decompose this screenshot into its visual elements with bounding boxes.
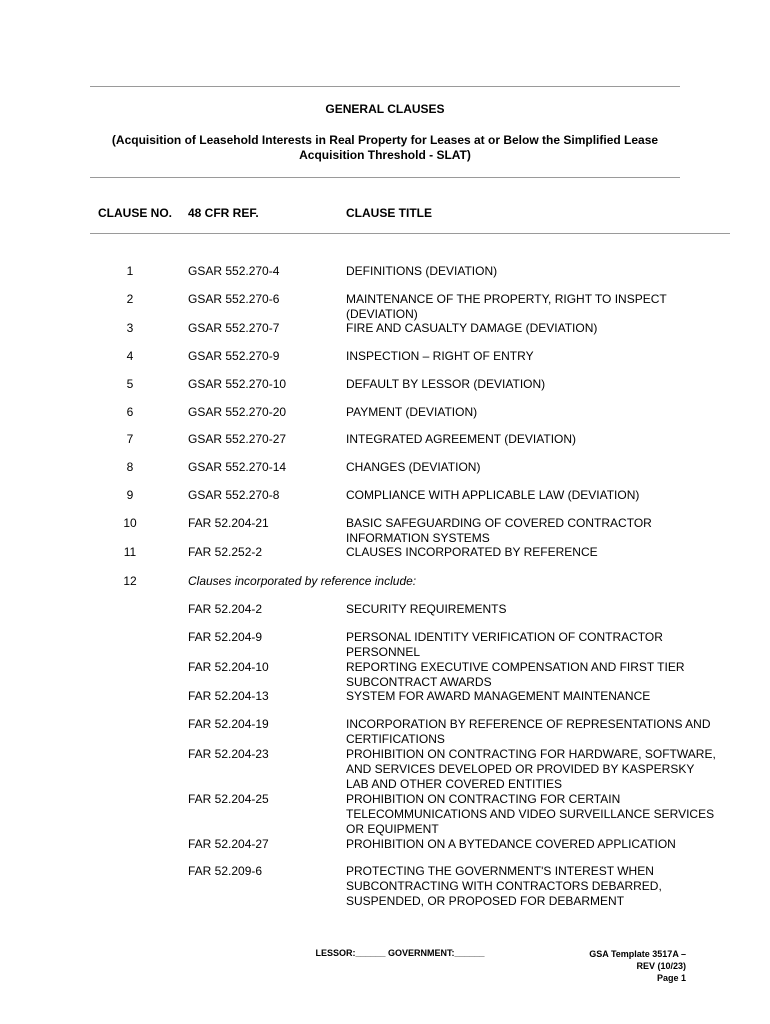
clause-title: COMPLIANCE WITH APPLICABLE LAW (DEVIATION) [346, 488, 640, 502]
header-cfr-ref: 48 CFR REF. [188, 206, 259, 220]
incorporated-note: Clauses incorporated by reference include: [188, 574, 417, 588]
cfr-reference: FAR 52.209-6 [188, 864, 263, 878]
clause-number: 3 [126, 321, 134, 335]
clause-title: PROHIBITION ON CONTRACTING FOR CERTAIN TELECOMMUNICATIONS AND VIDEO SURVEILLANCE SERVICES OR EQUIPMENT [346, 792, 715, 836]
clause-title: PAYMENT (DEVIATION) [346, 405, 478, 419]
subtitle-rule [90, 177, 680, 178]
clause-number: 10 [123, 516, 137, 530]
page-number: Page 1 [656, 973, 686, 983]
cfr-reference: GSAR 552.270-6 [188, 292, 280, 306]
clause-title: INSPECTION – RIGHT OF ENTRY [346, 349, 534, 363]
clause-number: 2 [126, 292, 134, 306]
header-clause-title: CLAUSE TITLE [346, 206, 432, 220]
clause-title: CHANGES (DEVIATION) [346, 460, 481, 474]
cfr-reference: FAR 52.204-19 [188, 717, 269, 731]
cfr-reference: GSAR 552.270-7 [188, 321, 280, 335]
clause-number: 11 [123, 545, 137, 559]
clause-title: SYSTEM FOR AWARD MANAGEMENT MAINTENANCE [346, 689, 651, 703]
cfr-reference: FAR 52.204-13 [188, 689, 269, 703]
clause-title: SECURITY REQUIREMENTS [346, 602, 507, 616]
cfr-reference: GSAR 552.270-27 [188, 432, 287, 446]
top-rule [90, 86, 680, 87]
clause-title: CLAUSES INCORPORATED BY REFERENCE [346, 545, 598, 559]
clause-number: 6 [126, 405, 134, 419]
cfr-reference: FAR 52.204-27 [188, 837, 269, 851]
cfr-reference: GSAR 552.270-4 [188, 264, 280, 278]
clause-number: 12 [123, 574, 137, 588]
clause-number: 5 [126, 377, 134, 391]
clause-title: INTEGRATED AGREEMENT (DEVIATION) [346, 432, 577, 446]
clause-title: DEFAULT BY LESSOR (DEVIATION) [346, 377, 546, 391]
cfr-reference: FAR 52.204-2 [188, 602, 263, 616]
clause-title: FIRE AND CASUALTY DAMAGE (DEVIATION) [346, 321, 598, 335]
cfr-reference: FAR 52.204-25 [188, 792, 269, 806]
clause-title: REPORTING EXECUTIVE COMPENSATION AND FIRST TIER SUBCONTRACT AWARDS [346, 660, 685, 689]
cfr-reference: GSAR 552.270-20 [188, 405, 287, 419]
signature-line: LESSOR:______ GOVERNMENT:______ [315, 948, 485, 958]
clause-title: BASIC SAFEGUARDING OF COVERED CONTRACTOR INFORMATION SYSTEMS [346, 516, 652, 545]
clause-number: 8 [126, 460, 134, 474]
cfr-reference: FAR 52.204-23 [188, 747, 269, 761]
clause-number: 9 [126, 488, 134, 502]
template-info [540, 948, 686, 984]
template-revision: REV (10/23) [636, 961, 686, 971]
document-title: GENERAL CLAUSES [325, 102, 445, 116]
cfr-reference: GSAR 552.270-10 [188, 377, 287, 391]
header-rule [90, 233, 730, 234]
clause-title: DEFINITIONS (DEVIATION) [346, 264, 498, 278]
clause-title: MAINTENANCE OF THE PROPERTY, RIGHT TO INSPECT (DEVIATION) [346, 292, 667, 321]
header-clause-no: CLAUSE NO. [98, 206, 173, 220]
clause-title: INCORPORATION BY REFERENCE OF REPRESENTATIONS AND CERTIFICATIONS [346, 717, 711, 746]
document-subtitle: (Acquisition of Leasehold Interests in Real Property for Leases at or Below the Simplified Lease Acquisition Threshold - SLAT) [111, 133, 659, 162]
clause-title: PROTECTING THE GOVERNMENT'S INTEREST WHEN SUBCONTRACTING WITH CONTRACTORS DEBARRED, SUSPENDED, OR PROPOSED FOR DEBARMENT [346, 864, 662, 908]
clause-number: 1 [126, 264, 134, 278]
cfr-reference: FAR 52.252-2 [188, 545, 263, 559]
clause-title: PROHIBITION ON A BYTEDANCE COVERED APPLICATION [346, 837, 676, 851]
cfr-reference: GSAR 552.270-14 [188, 460, 287, 474]
cfr-reference: GSAR 552.270-9 [188, 349, 280, 363]
clause-number: 7 [126, 432, 134, 446]
cfr-reference: FAR 52.204-10 [188, 660, 269, 674]
cfr-reference: FAR 52.204-21 [188, 516, 269, 530]
clause-title: PERSONAL IDENTITY VERIFICATION OF CONTRACTOR PERSONNEL [346, 630, 663, 659]
cfr-reference: FAR 52.204-9 [188, 630, 263, 644]
clause-number: 4 [126, 349, 134, 363]
cfr-reference: GSAR 552.270-8 [188, 488, 280, 502]
clause-title: PROHIBITION ON CONTRACTING FOR HARDWARE, SOFTWARE, AND SERVICES DEVELOPED OR PROVIDED BY KASPERSKY LAB AND OTHER COVERED ENTITIES [346, 747, 716, 791]
template-name: GSA Template 3517A – [589, 949, 686, 959]
